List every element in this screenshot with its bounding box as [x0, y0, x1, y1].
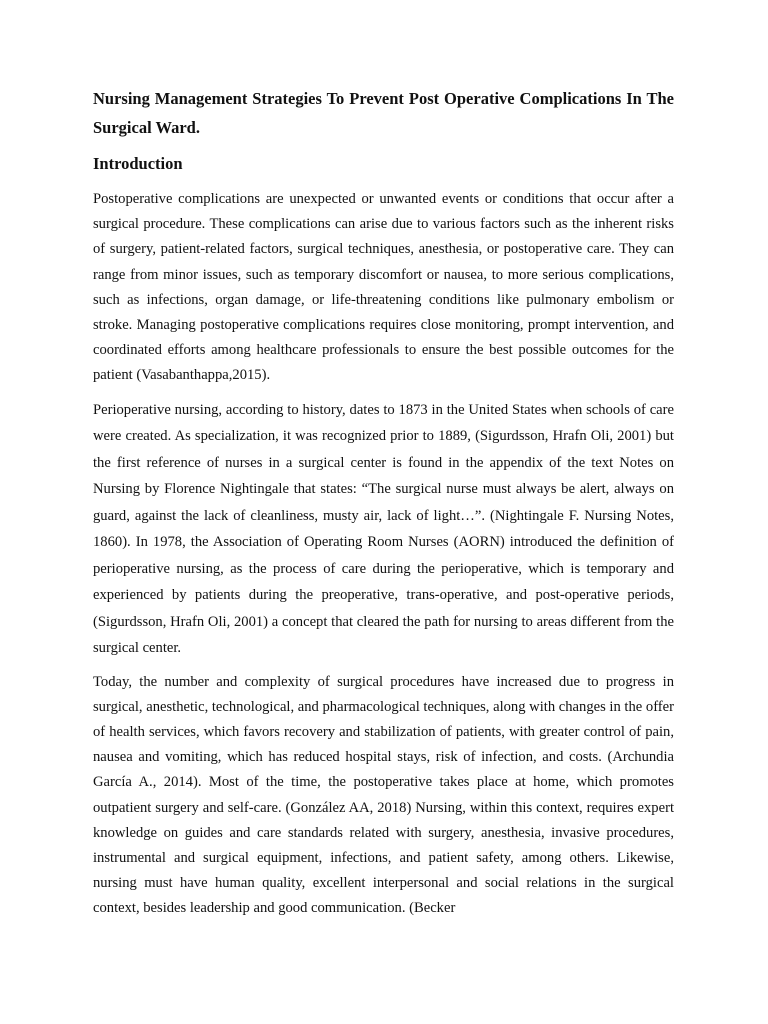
document-title: Nursing Management Strategies To Prevent Post Operative Complications In The Surgical Ward.: [93, 89, 674, 137]
paragraph-2: Perioperative nursing, according to history, dates to 1873 in the United States when schools of care were created. As specialization, it was recognized prior to 1889, (Sigurdsson, Hrafn Oli, 2001) but the first reference of nurses in a surgical center is found in the appendix of the text Notes on Nursing by Florence Nightingale that states: “The surgical nurse must always be alert, always on guard, against the lack of cleanliness, musty air, lack of light…”. (Nightingale F. Nursing Notes, 1860). In 1978, the Association of Operating Room Nurses (AORN) introduced the definition of perioperative nursing, as the process of care during the perioperative, which is temporary and experienced by patients during the preoperative, trans-operative, and post-operative periods, (Sigurdsson, Hrafn Oli, 2001) a concept that cleared the path for nursing to areas different from the surgical center.: [93, 401, 674, 657]
paragraph-1: Postoperative complications are unexpected or unwanted events or conditions that occur after a surgical procedure. These complications can arise due to various factors such as the inherent risks of surgery, patient-related factors, surgical techniques, anesthesia, or postoperative care. They can range from minor issues, such as temporary discomfort or nausea, to more serious complications, such as infections, organ damage, or life-threatening conditions like pulmonary embolism or stroke. Managing postoperative complications requires close monitoring, prompt intervention, and coordinated efforts among healthcare professionals to ensure the best possible outcomes for the patient (Vasabanthappa,2015).: [93, 191, 674, 384]
section-heading-introduction: Introduction: [93, 154, 183, 173]
paragraph-3: Today, the number and complexity of surgical procedures have increased due to progress in surgical, anesthetic, technological, and pharmacological techniques, along with changes in the offer of health services, which favors recovery and stabilization of patients, with greater control of pain, nausea and vomiting, which has reduced hospital stays, risk of infection, and costs. (Archundia García A., 2014). Most of the time, the postoperative takes place at home, which promotes outpatient surgery and self-care. (González AA, 2018) Nursing, within this context, requires expert knowledge on guides and care standards related with surgery, anesthesia, invasive procedures, instrumental and surgical equipment, infections, and patient safety, among others. Likewise, nursing must have human quality, excellent interpersonal and social relations in the surgical context, besides leadership and good communication. (Becker: [93, 673, 674, 917]
document-page: [93, 84, 674, 930]
